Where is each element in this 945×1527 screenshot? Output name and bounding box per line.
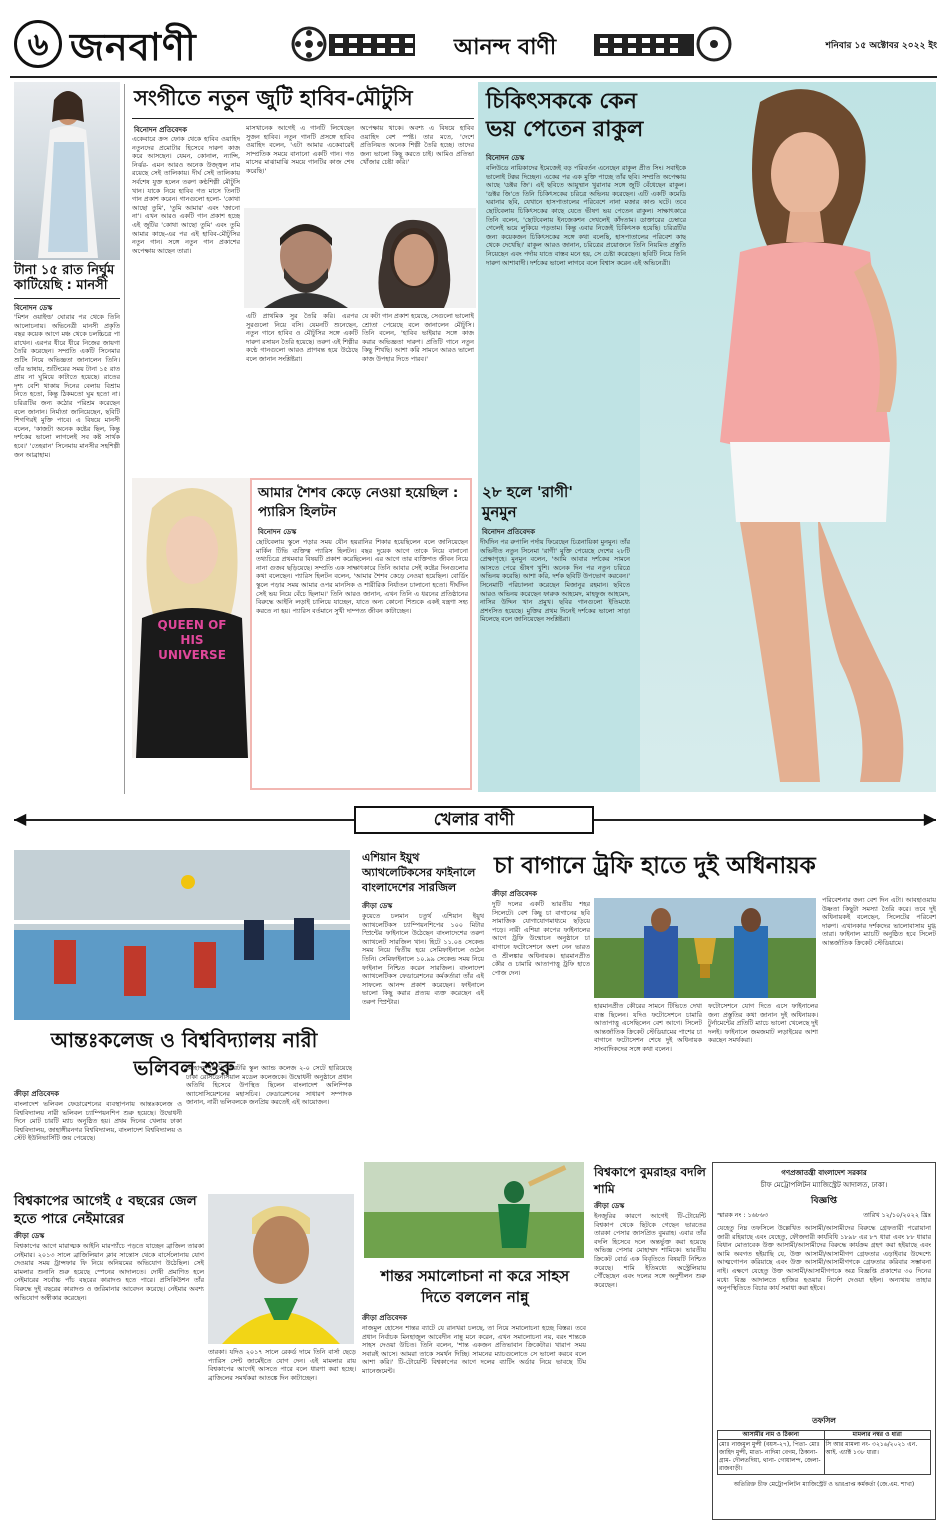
tana-rule: [14, 298, 120, 299]
habib-byline: বিনোদন প্রতিবেদক: [134, 126, 187, 134]
nannu-body: নাজমুল হোসেন শান্তর ব্যাটে যে রানখরা চলছে, তা নিয়ে সমালোচনা হচ্ছে বিস্তর। তবে প্রধান নির্বাচক মিনহাজুল আবেদীন নান্নু মনে করেন, এখন সমালোচনা নয়, বরং শান্তকে সাহস দেওয়া উচিত। তিনি বলেন, 'শান্ত একজন প্রতিভাবান ক্রিকেটার। খারাপ সময় সবারই আসে। আমরা তাকে সমর্থন দিচ্ছি। সামনের ম্যাচগুলোতে সে ভালো করবে বলে আশা করি।' টি-টোয়েন্টি বিশ্বকাপের আগে দলের ব্যাটিং অর্ডার নিয়ে ভাবছে টিম ম্যানেজমেন্ট।: [362, 1324, 586, 1375]
manasi-photo: [14, 82, 120, 260]
notice-body: যেহেতু নিম্ন তফসিলে উল্লেখিত আসামী/আসামীদের বিরুদ্ধে গ্রেফতারী পরোয়ানা জারী রহিয়াছে এবং যেহেতু, ফৌজদারী কার্যবিধি ১৮৯৮ এর ৮৭ ধারা এবং ৮৮ ধারার বিধান মোতাবেক উক্ত আসামী/আসামীদের বিরুদ্ধে কার্যক্রম গ্রহণ করা হইয়াছে এবং আমি অবগত হইয়াছি যে, উক্ত আসামী/আসামীগণ গ্রেফতার এড়াইবার উদ্দেশ্যে আত্মগোপন করিয়াছে এবং উক্ত আসামী/আসামীগণকে গ্রেফতার করিবার সম্ভাবনা নাই। এক্ষণে যেহেতু উক্ত আসামী/আসামীগণকে অত্র বিজ্ঞপ্তি প্রকাশের ৩০ দিনের মধ্যে বিজ্ঞ আদালতে হাজির হওয়ার নির্দেশ দেওয়া হইল। অন্যথায় তাহার অনুপস্থিতিতে বিচার কার্য সমাধা করা হইবে।: [717, 1224, 931, 1293]
asian-body: কুয়েতে চলমান চতুর্থ এশিয়ান ইয়ুথ অ্যাথলেটিকস চ্যাম্পিয়নশিপের ১০০ মিটার স্প্রিন্টের ফাইনালে উঠেছেন বাংলাদেশের তরুণ অ্যাথলেট সারজিল খান। হিটে ১১.০৪ সেকেন্ড সময় নিয়ে দ্বিতীয় হয়ে সেমিফাইনালে ওঠেন তিনি। সেমিফাইনালে ১০.৯৯ সেকেন্ড সময় নিয়ে ফাইনাল নিশ্চিত করেন সারজিল। বাংলাদেশ অ্যাথলেটিকস ফেডারেশনের কর্মকর্তারা তাঁর এই সাফল্যে আনন্দ প্রকাশ করেছেন। ফাইনালে ভালো কিছু করার প্রত্যয় ব্যক্ত করেছেন এই তরুণ স্প্রিন্টার।: [362, 912, 484, 1006]
bumrah-body: ইনজুরির কারণে আগেই টি-টোয়েন্টি বিশ্বকাপ থেকে ছিটকে গেছেন ভারতের তারকা পেসার জাসপ্রিত বুমরাহ। এবার তাঁর বদলি হিসেবে দলে অন্তর্ভুক্ত করা হয়েছে অভিজ্ঞ পেসার মোহাম্মদ শামিকে। ভারতীয় ক্রিকেট বোর্ড এক বিবৃতিতে বিষয়টি নিশ্চিত করেছে। শামি ইতিমধ্যে অস্ট্রেলিয়ায় পৌঁছেছেন এবং দলের সঙ্গে অনুশীলন শুরু করেছেন।: [594, 1212, 706, 1289]
neymar-col2: তারকা। যদিও ২০১৭ সালে রেকর্ড দামে তিনি বার্সা ছেড়ে প্যারিস সেন্ট জার্মেইতে যোগ দেন। এই মামলার রায় বিশ্বকাপের আগেই আসতে পারে বলে ধারণা করা হচ্ছে। ব্রাজিলের সমর্থকরা আতঙ্কে দিন কাটাচ্ছেন।: [208, 1348, 356, 1382]
notice-title: বিজ্ঞপ্তি: [810, 1196, 838, 1206]
nannu-byline: ক্রীড়া প্রতিবেদক: [362, 1314, 408, 1322]
notice-office: চীফ মেট্রোপলিটন ম্যাজিস্ট্রেট আদালত, ঢাকা।: [760, 1181, 888, 1189]
volley-byline: ক্রীড়া প্রতিবেদক: [14, 1090, 60, 1098]
volley-col2: মোহাম্মদপুর প্রিপারেটরি স্কুল অ্যান্ড কলেজ ২-০ সেটে হারিয়েছে ঢাকা রেসিডেনসিয়াল মডেল কলেজকে। উদ্বোধনী অনুষ্ঠানে প্রধান অতিথি হিসেবে উপস্থিত ছিলেন বাংলাদেশ অলিম্পিক অ্যাসোসিয়েশনের মহাসচিব। ফেডারেশনের সাধারণ সম্পাদক জানান, নারী ভলিবলকে জনপ্রিয় করতেই এই আয়োজন।: [186, 1064, 352, 1107]
notice-table: [717, 1430, 931, 1475]
volleyball-photo: [14, 850, 350, 1020]
habib-rule: [132, 118, 474, 119]
tea-col4: পরিবেশনার জন্য বেশ দিন এটা। আবহাওয়ায় উষ্ণতা কিছুটা সমস্যা তৈরি করে। তবে দুই অধিনায়কই বলেছেন, সিলেটের পরিবেশ দারুণ। এখানকার দর্শকদের ভালোবাসায় মুগ্ধ তারা। ফাইনাল ম্যাচটি অনুষ্ঠিত হবে সিলেট আন্তর্জাতিক ক্রিকেট স্টেডিয়ামে।: [822, 896, 936, 947]
habib-col5: যে কটা গান প্রকাশ হয়েছে, সেগুলো ভালোই শ্রোতা পেয়েছে বলে জানালেন মৌটুসি। তিনি বলেন, 'হাবিব ভাইয়ার সঙ্গে কাজ করার অভিজ্ঞতা দারুণ। প্রতিটি গানে নতুন কিছু শিখছি। আশা করি সামনে আরও ভালো কাজ উপহার দিতে পারব।': [362, 312, 474, 363]
nannu-title: শান্তর সমালোচনা না করে সাহস দিতে বললেন নান্নু: [380, 1267, 570, 1306]
habib-title: সংগীতে নতুন জুটি হাবিব-মৌটুসি: [134, 86, 413, 110]
notice-date: তারিখ ১২/১০/২০২২ খ্রিঃ: [863, 1211, 931, 1219]
tea-byline: ক্রীড়া প্রতিবেদক: [492, 890, 538, 898]
notice-memo: স্মারক নং : ১৬৮৬৩: [717, 1211, 769, 1219]
munmun-title: ২৮ হলে 'রাগী' মুনমুন: [482, 483, 573, 521]
notice-row-b: সি আর মামলা নং- ৩২১৬/২০২১ এন. আই. এ্যাক্ট ১৩৮ ধারা।: [824, 1440, 931, 1475]
neymar-byline: ক্রীড়া ডেস্ক: [14, 1232, 45, 1240]
rakul-body: বলিউডে নায়িকাদের ইমেজেই বড় পরিবর্তন এনেছেন রাকুল প্রীত সিং। সবাইকে ভালোই টক্কর দিচ্ছেন। একের পর এক মুক্তি পাচ্ছে তাঁর ছবি। সম্প্রতি অপেক্ষায় আছে 'ডক্টর জি'। এই ছবিতে আয়ুষ্মান খুরানার সঙ্গে জুটি বেঁধেছেন রাকুল। 'ডক্টর জি'তে তিনি চিকিৎসকের চরিত্রে অভিনয় করেছেন। এটি একটি কমেডি ঘরানার ছবি, যেখানে হাসপাতালের পরিবেশে নানা মজার কাণ্ড ঘটে। তবে ছোটবেলায় চিকিৎসকের কাছে যেতে ভীষণ ভয় পেতেন রাকুল। সাক্ষাৎকারে তিনি বলেন, 'ছোটবেলায় ইনজেকশন দেখলেই কাঁদতাম। ডাক্তারের চেম্বারে গেলেই ভয়ে লুকিয়ে পড়তাম। কিন্তু এবার নিজেই চিকিৎসক হয়েছি। চরিত্রটির জন্য কয়েকজন চিকিৎসকের সঙ্গে কথা বলেছি, হাসপাতালের পরিবেশ কাছ থেকে দেখেছি।' রাকুল আরও জানান, চরিত্রের প্রয়োজনে তিনি নিয়মিত প্রস্তুতি নিয়েছেন এবং পর্দায় যাতে বাস্তব মনে হয়, সে চেষ্টা করেছেন। ছবিটি নিয়ে তিনি দারুণ আশাবাদী। দর্শকের ভালো লাগবে বলে বিশ্বাস করেন এই অভিনেত্রী।: [486, 164, 686, 267]
habib-col4: এটি প্রাথমিক সুর তৈরি করি। এরপর সুরগুলো নিয়ে বসি। যেমনটি শুনেছেন, নতুন গানে হাবিব ও মৌটুসির সঙ্গে একটি দারুণ রসায়ন তৈরি হয়েছে। তরুণ এই শিল্পীর কণ্ঠে গানগুলো আরও প্রাণবন্ত হয়ে উঠেছে বলে জানান সংশ্লিষ্টরা।: [246, 312, 358, 363]
page-number: ৬: [14, 20, 62, 68]
arrow-left-icon: ◀: [14, 809, 27, 828]
issue-date: শনিবার ১৫ অক্টোবর ২০২২ ইং: [825, 41, 937, 51]
paper-logo: জনবাণী: [70, 25, 197, 69]
volley-title: আন্তঃকলেজ ও বিশ্ববিদ্যালয় নারী ভলিবল শুরু: [50, 1028, 318, 1080]
neymar-body: বিশ্বকাপের আগে মারাত্মক আইনি মারপ্যাঁচে পড়তে যাচ্ছেন ব্রাজিল তারকা নেইমার। ২০১৩ সালে ব্রাজিলিয়ান ক্লাব সান্তোস থেকে বার্সেলোনায় যোগ দেওয়ার সময় ট্রান্সফার ফি নিয়ে অনিয়মের অভিযোগ উঠেছিল। সেই মামলার শুনানি শুরু হয়েছে স্পেনের আদালতে। দোষী প্রমাণিত হলে নেইমারের সর্বোচ্চ পাঁচ বছরের কারাদণ্ড হতে পারে। প্রসিকিউশন তাঁর বিরুদ্ধে দুই বছরের কারাদণ্ড ও জরিমানার আবেদন করেছে। নেইমার অবশ্য অভিযোগ অস্বীকার করেছেন।: [14, 1242, 204, 1302]
neymar-photo: [208, 1194, 354, 1344]
film-reel-icon: [285, 20, 421, 68]
habib-col1: একেবারে ক্রস ফোক থেকে হাবিব ওয়াহিদ নতুনদের প্রমোটার হিসেবে দারুণ কাজ করে আসছেন। যেমন, কোনাল, ন্যান্সি, নির্ঝর- এমন আরও অনেক উজ্জ্বল নাম রয়েছে সেই তালিকায়। দীর্ঘ সেই তালিকায় সর্বশেষ যুক্ত হলেন তরুণ কণ্ঠশিল্পী মৌটুসি খান। যাকে নিয়ে হাবিব গত মাসে তিনটি গান প্রকাশ করেন। গানগুলো হলো- 'কোথা আছো তুমি', 'তুমি আমার' এবং 'জানো না'। এখন আরও একটি গান প্রকাশ হচ্ছে এই জুটির 'কোথা আছো তুমি' এবং তুমি আমার কাছে-এর পর এই হাবিব-মৌটুসির নতুন গান। সঙ্গে নতুন গান প্রকাশের অপেক্ষায় আছেন তারা।: [132, 135, 240, 255]
habib-col3: অপেক্ষায় থাকে। অবশ্য এ বিষয়ে হাবিব ওয়াহিদ বেশ স্পষ্ট। তার মতে, 'দেশে প্রতিনিয়ত অনেক শিল্পী তৈরি হচ্ছে। তাদের জন্য ভালো কিছু করতে চাই। আমিও প্রতিভা খোঁজার চেষ্টা করি।': [360, 124, 474, 167]
paris-shirt-text: QUEEN OF HIS UNIVERSE: [157, 618, 227, 662]
asian-title: এশিয়ান ইয়ুথ অ্যাথলেটিকসের ফাইনালে বাংলাদেশের সারজিল: [362, 851, 476, 894]
legal-notice: [712, 1162, 936, 1520]
munmun-body: দীর্ঘদিন পর রুপালি পর্দায় ফিরেছেন চিত্রনায়িকা মুনমুন। তাঁর অভিনীত নতুন সিনেমা 'রাগী' মুক্তি পেয়েছে দেশের ২৮টি প্রেক্ষাগৃহে। মুনমুন বলেন, 'আমি আবার দর্শকের সামনে আসতে পেরে ভীষণ খুশি। অনেক দিন পর নতুন চরিত্রে অভিনয় করেছি। আশা করি, দর্শক ছবিটি উপভোগ করবেন।' সিনেমাটি পরিচালনা করেছেন মিজানুর রহমান। ছবিতে আরও অভিনয় করেছেন ফারুক আহমেদ, মাহফুজ আহমেদ, নাসির উদ্দিন খান প্রমুখ। ছবির গানগুলো ইতিমধ্যে প্রশংসিত হয়েছে। মুক্তির প্রথম দিনেই দর্শকের ভালো সাড়া মিলেছে বলে জানিয়েছেন সংশ্লিষ্টরা।: [480, 538, 630, 624]
arrow-right-icon: ▶: [923, 809, 936, 828]
paris-byline: বিনোদন ডেস্ক: [258, 528, 297, 536]
tea-col1: দুটি দলের একটি ভারতীয় শহর সিলেটে। বেশ কিছু চা বাগানের ছবি সামাজিক যোগাযোগমাধ্যমে ছড়িয়ে পড়ে। নারী এশিয়া কাপের ফাইনালের আগে ট্রফি উন্মোচন অনুষ্ঠানে চা বাগানে ফটোসেশনে অংশ নেন ভারত ও শ্রীলঙ্কার অধিনায়ক। হারমানপ্রীত কৌর ও চামারি আতাপাত্তু ট্রফি হাতে পোজ দেন।: [492, 900, 590, 977]
sports-banner-title: খেলার বাণী: [354, 806, 594, 834]
munmun-byline: বিনোদন প্রতিবেদক: [482, 528, 535, 536]
tana-byline: বিনোদন ডেস্ক: [14, 304, 53, 312]
paris-body: ছোটবেলায় স্কুলে পড়ার সময় যৌন হয়রানির শিকার হয়েছিলেন বলে জানিয়েছেন মার্কিন টিভি ব্যক্তিত্ব প্যারিস হিলটন। বছর দুয়েক আগে তাকে নিয়ে বানানো তথ্যচিত্রে প্রথমবার বিষয়টি প্রকাশ করেছিলেন। এর আগে তার ব্যক্তিগত জীবন নিয়ে নানা গুজব ছড়িয়েছে। সম্প্রতি এক সাক্ষাৎকারে তিনি আবার সেই কষ্টের দিনগুলোর কথা বলেছেন। প্যারিস হিলটন বলেন, 'আমার শৈশব কেড়ে নেওয়া হয়েছিল। বোর্ডিং স্কুলে পড়ার সময় আমার ওপর মানসিক ও শারীরিক নির্যাতন চালানো হতো। দীর্ঘদিন সেই ভয় নিয়ে বেঁচে ছিলাম।' তিনি আরও জানান, এখন তিনি এ ধরনের প্রতিষ্ঠানের বিরুদ্ধে আইনি লড়াই চালিয়ে যাচ্ছেন, যাতে অন্য কোনো শিশুকে একই যন্ত্রণা সহ্য করতে না হয়। প্যারিস বর্তমানে সুখী দাম্পত্য জীবন কাটাচ্ছেন।: [256, 538, 468, 615]
tea-col2: হারমানপ্রীত কৌরের সামনে টিভিতে দেখা ব্যস্ত ছিলেন। যদিও ফটোসেশনে চামারি আতাপাত্তু এসেছিলেন বেশ আগে। সিলেট আন্তর্জাতিক ক্রিকেট স্টেডিয়ামের পাশের চা বাগানে ফটোসেশন শেষে দুই অধিনায়ক সাংবাদিকদের সঙ্গে কথা বলেন।: [594, 1002, 702, 1053]
sports-banner: [14, 806, 936, 834]
notice-col-b: মামলার নম্বর ও ধারা: [824, 1431, 931, 1440]
notice-row-a: মোঃ নাজমুল মুন্সী (বয়স-২৭), পিতা- মোঃ জাহিদ মুন্সী, মাতা- নাদিমা বেগম, ঠিকানা- গ্রাম- দৌলতদিয়া, থানা- গোয়ালন্দ, জেলা- রাজবাড়ী।: [718, 1440, 825, 1475]
masthead: [0, 0, 945, 78]
habib-moutushi-photo: [244, 208, 476, 308]
section-title: আনন্দ বাণী: [453, 35, 557, 60]
rakul-byline: বিনোদন ডেস্ক: [486, 154, 525, 162]
neymar-title: বিশ্বকাপের আগেই ৫ বছরের জেল হতে পারে নেইমারের: [14, 1193, 197, 1227]
tana-title: টানা ১৫ রাত নির্ঘুম কাটিয়েছি : মানসী: [14, 263, 115, 293]
notice-col-a: আসামীর নাম ও ঠিকানা: [718, 1431, 825, 1440]
tea-col3: ফটোসেশনে যোগ দিতে এসে ফাইনালের জন্য প্রস্তুতির কথা জানান দুই অধিনায়ক। টুর্নামেন্টের প্রতিটি ম্যাচে ভালো খেলেছে দুই দলই। ফাইনালে জমজমাট লড়াইয়ের আশা করছেন সমর্থকরা।: [708, 1002, 818, 1045]
notice-org: গণপ্রজাতন্ত্রী বাংলাদেশ সরকার: [781, 1169, 867, 1177]
notice-sign: অতিরিক্ত চীফ মেট্রোপলিটন ম্যাজিস্ট্রেট ও ভারপ্রাপ্ত কর্মকর্তা (জে.এম. শাখা): [733, 1481, 915, 1488]
tea-title: চা বাগানে ট্রফি হাতে দুই অধিনায়ক: [494, 853, 816, 879]
bumrah-title: বিশ্বকাপে বুমরাহর বদলি শামি: [594, 1165, 706, 1196]
tea-trophy-photo: [594, 898, 816, 998]
habib-col2: মাসখানেক আগেই এ গানটি লিখেছেন সুজন হাবিব। নতুন গানটি প্রসঙ্গে হাবিব ওয়াহিদ বলেন, 'এটা আমার একেবারেই সাম্প্রতিক সময়ে বানানো একটি গান। গত মাসের মাঝামাঝি সময়ে গানটির কাজ শেষ করেছি।': [246, 124, 354, 175]
paris-title: আমার শৈশব কেড়ে নেওয়া হয়েছিল : প্যারিস হিলটন: [258, 485, 459, 520]
volley-col1: বাংলাদেশ ভলিবল ফেডারেশনের ব্যবস্থাপনায় আন্তঃকলেজ ও বিশ্ববিদ্যালয় নারী ভলিবল চ্যাম্পিয়নশিপ শুরু হয়েছে। উদ্বোধনী দিনে মোট চারটি ম্যাচ অনুষ্ঠিত হয়। প্রথম দিনের খেলায় ঢাকা বিশ্ববিদ্যালয়, জাহাঙ্গীরনগর বিশ্ববিদ্যালয়, বাংলাদেশ বিশ্ববিদ্যালয় ও স্টেট ইউনিভার্সিটি জয় পেয়েছে।: [14, 1100, 182, 1143]
tana-body: 'মিশন ওয়াইল্ড' ঘোরার পর থেকে তিনি আলোচনায়। অভিনেত্রী মানসী প্রকৃতি বছর কয়েক আগে মঞ্চ থেকে চলচ্চিত্রে পা রাখেন। এরপর ধীরে ধীরে নিজের জায়গা তৈরি করেছেন। সম্প্রতি একটি সিনেমার শুটিং নিয়ে অভিজ্ঞতা জানালেন তিনি। তাঁর ভাষায়, শুটিংয়ের সময় টানা ১৫ রাত প্রায় না ঘুমিয়ে কাটাতে হয়েছে। রাতের দৃশ্য বেশি থাকায় দিনের বেলায় বিশ্রাম নিতে হতো, কিন্তু ঠিকমতো ঘুম হতো না। চরিত্রটির জন্য কঠোর পরিশ্রম করেছেন বলে জানান। নির্মাতা জানিয়েছেন, ছবিটি শিগগিরই মুক্তি পাবে। এ বিষয়ে মানসী বলেন, 'কাজটা অনেক কষ্টের ছিল, কিন্তু দর্শকের ভালো লাগলেই সব কষ্ট সার্থক হবে।' 'তেহরান' সিনেমায় মানসীর সহশিল্পী জন আব্রাহাম।: [14, 313, 120, 459]
masthead-rule: [10, 76, 937, 78]
shanto-batting-photo: [364, 1162, 584, 1258]
notice-schedule: তফসিল: [812, 1416, 836, 1425]
film-reel-icon: [590, 20, 740, 68]
col-divider: [124, 84, 125, 794]
rakul-title: চিকিৎসককে কেন ভয় পেতেন রাকুল: [486, 89, 644, 142]
bumrah-byline: ক্রীড়া ডেস্ক: [594, 1202, 625, 1210]
asian-byline: ক্রীড়া ডেস্ক: [362, 902, 393, 910]
